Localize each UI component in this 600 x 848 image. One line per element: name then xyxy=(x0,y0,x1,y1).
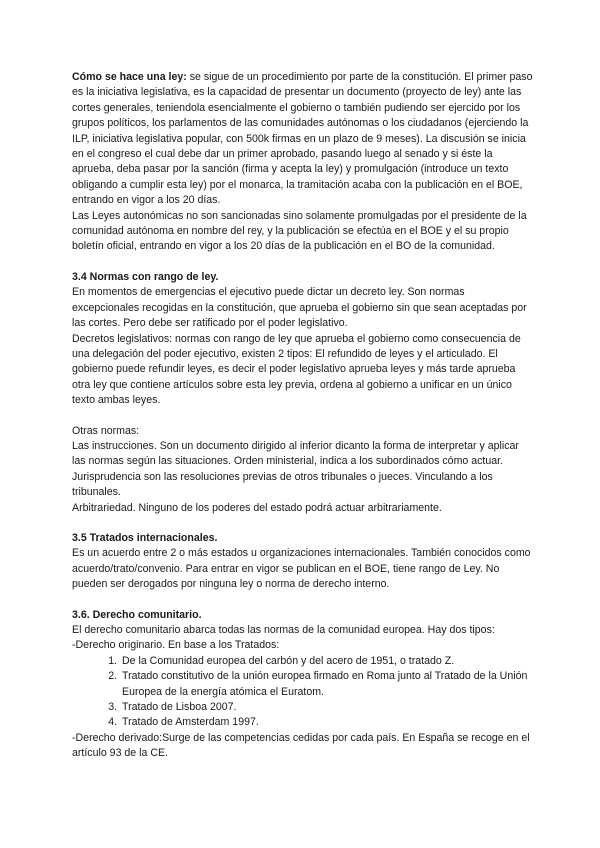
list-item: 4. Tratado de Amsterdam 1997. xyxy=(120,715,534,730)
section-3-4-paragraph-2: Decretos legislativos: normas con rango de ley que aprueba el gobierno como consecuencia de una delegación del poder ejecutivo, existen 2 tipos: El refundido de leyes y el articulado. El gobierno puede refundir leyes, es decir el poder legislativo aprueba leyes y más tarde aprueba otra ley que contiene artículos sobre esta ley previa, ordena al gobierno a unificar en un único texto ambas leyes. xyxy=(72,332,521,407)
list-item: 1. De la Comunidad europea del carbón y del acero de 1951, o tratado Z. xyxy=(120,654,534,669)
section-3-5-heading: 3.5 Tratados internacionales. xyxy=(72,531,218,544)
treaties-list xyxy=(72,654,534,731)
intro-text: se sigue de un procedimiento por parte de la constitución. El primer paso es la iniciativa legislativa, es la capacidad de presentar un documento (proyecto de ley) ante las cortes generales, teniendola esencialmente el gobierno o también pudiendo ser ejercido por los grupos políticos, los parlamentos de las comunidades autónomas o los ciudadanos (ejerciendo la ILP, iniciativa legislativa popular, con 500k firmas en un plazo de 9 meses). La discusión se inicia en el congreso el cual debe dar un primer aprobado, pasando luego al senado y si éste la aprueba, deba pasar por la sanción (firma y acepta la ley) y promulgación (introduce un texto obligando a cumplir esta ley) por el monarca, la tramitación acaba con la publicación en el BOE, entrando en vigor a los 20 días. xyxy=(72,71,533,207)
section-3-6-paragraph-2: -Derecho originario. En base a los Tratados: xyxy=(72,639,280,652)
otras-normas-paragraph-2: Jurisprudencia son las resoluciones previas de otros tribunales o jueces. Vinculando a los tribunales. xyxy=(72,470,493,499)
section-3-4-paragraph-1: En momentos de emergencias el ejecutivo puede dictar un decreto ley. Son normas excepcionales recogidas en la constitución, que aprueba el gobierno sin que sean aceptadas por las cortes. Pero debe ser ratificado por el poder legislativo. xyxy=(72,286,527,330)
intro-lead: Cómo se hace una ley: xyxy=(72,71,187,83)
list-item: 2. Tratado constitutivo de la unión europea firmado en Roma junto al Tratado de la Unión Europea de la energía atómica el Euratom. xyxy=(120,669,534,700)
section-3-5-paragraph-1: Es un acuerdo entre 2 o más estados u organizaciones internacionales. También conocidos como acuerdo/trato/convenio. Para entrar en vigor se publican en el BOE, tiene rango de Ley. No pueden ser derogados por ninguna ley o norma de derecho interno. xyxy=(72,547,531,591)
otras-normas-paragraph-1: Las instrucciones. Son un documento dirigido al inferior dicanto la forma de interpretar y aplicar las normas según las situaciones. Orden ministerial, indica a los subordinados cómo actuar. xyxy=(72,439,519,468)
section-3-6-paragraph-1: El derecho comunitario abarca todas las normas de la comunidad europea. Hay dos tipos: xyxy=(72,624,495,636)
list-item: 3. Tratado de Lisboa 2007. xyxy=(120,700,534,715)
otras-normas-paragraph-3: Arbitrariedad. Ninguno de los poderes del estado podrá actuar arbitrariamente. xyxy=(72,501,442,514)
intro-paragraph-2: Las Leyes autonómicas no son sancionadas sino solamente promulgadas por el presidente de la comunidad autónoma en nombre del rey, y la publicación se efectúa en el BOE y el su propio boletín oficial, entrando en vigor a los 20 días de la publicación en el BO de la comunidad. xyxy=(72,209,527,253)
intro-paragraph xyxy=(72,70,534,209)
section-3-6-paragraph-3: -Derecho derivado:Surge de las competencias cedidas por cada país. En España se recoge en el artículo 93 de la CE. xyxy=(72,731,530,760)
section-3-4-heading: 3.4 Normas con rango de ley. xyxy=(72,270,219,283)
otras-normas-title: Otras normas: xyxy=(72,424,140,437)
section-3-6-heading: 3.6. Derecho comunitario. xyxy=(72,608,202,621)
